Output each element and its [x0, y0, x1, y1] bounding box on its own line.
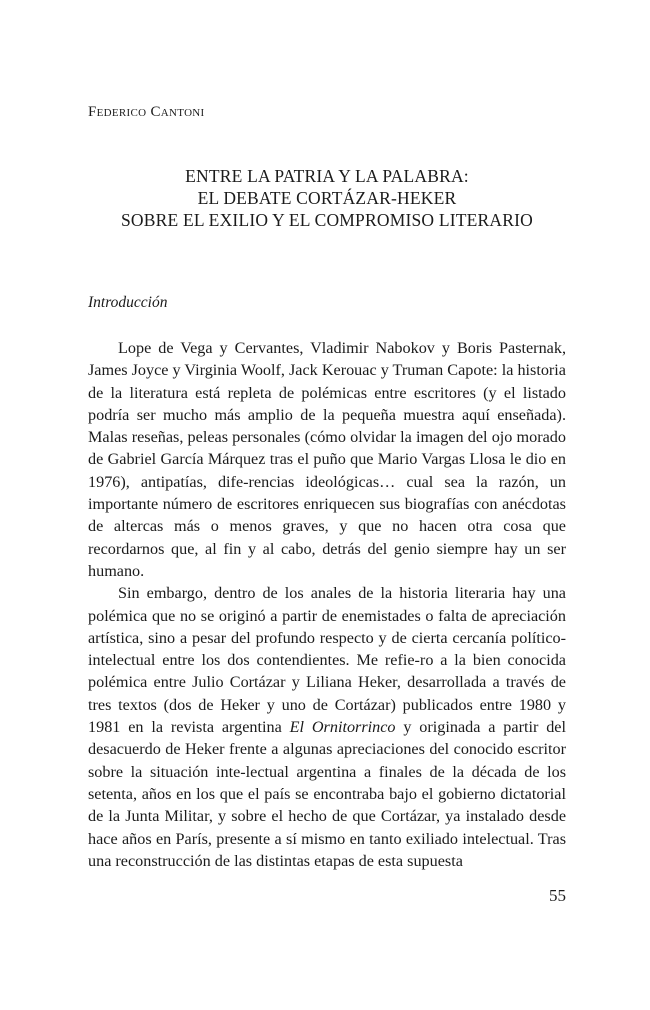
- paragraph-2-part-2: y originada a partir del desacuerdo de Heker frente a algunas apreciaciones del conocido escritor sobre la situación inte-lectual argentina a finales de la década de los setenta, años en los que el país se encontraba bajo el gobierno dictatorial de la Junta Militar, y sobre el hecho de que Cortázar, ya instalado desde hace años en París, presente a sí mismo en tanto exiliado intelectual. Tras una reconstrucción de las distintas etapas de esta supuesta: [88, 718, 566, 870]
- journal-title: El Ornitorrinco: [289, 718, 396, 737]
- body-text: [88, 337, 566, 872]
- book-page: [88, 0, 566, 1010]
- chapter-title-line-1: ENTRE LA PATRIA Y LA PALABRA:: [185, 166, 469, 186]
- chapter-title-line-2: EL DEBATE CORTÁZAR-HEKER: [197, 188, 457, 208]
- page-number: 55: [549, 886, 566, 905]
- paragraph-1: Lope de Vega y Cervantes, Vladimir Nabokov y Boris Pasternak, James Joyce y Virginia Woolf, Jack Kerouac y Truman Capote: la historia de la literatura está repleta de polémicas entre escritores (y el listado podría ser mucho más amplio de la pequeña muestra aquí enseñada). Malas reseñas, peleas personales (cómo olvidar la imagen del ojo morado de Gabriel García Márquez tras el puño que Mario Vargas Llosa le dio en 1976), antipatías, dife-rencias ideológicas… cual sea la razón, un importante número de escritores enriquecen sus biografías con anécdotas de altercas más o menos graves, y que no hacen otra cosa que recordarnos que, al fin y al cabo, detrás del genio siempre hay un ser humano.: [88, 339, 566, 580]
- chapter-title: [88, 165, 566, 231]
- paragraph-2: [88, 582, 566, 872]
- chapter-title-line-3: SOBRE EL EXILIO Y EL COMPROMISO LITERARIO: [121, 210, 533, 230]
- running-head-author: Federico Cantoni: [88, 104, 205, 120]
- paragraph-2-part-1: Sin embargo, dentro de los anales de la historia literaria hay una polémica que no se originó a partir de enemistades o falta de apreciación artística, sino a pesar del profundo respecto y de cierta cercanía político-intelectual entre los dos contendientes. Me refie-ro a la bien conocida polémica entre Julio Cortázar y Liliana Heker, desarrollada a través de tres textos (dos de Heker y uno de Cortázar) publicados entre 1980 y 1981 en la revista argentina: [88, 584, 566, 737]
- section-heading: Introducción: [88, 294, 168, 311]
